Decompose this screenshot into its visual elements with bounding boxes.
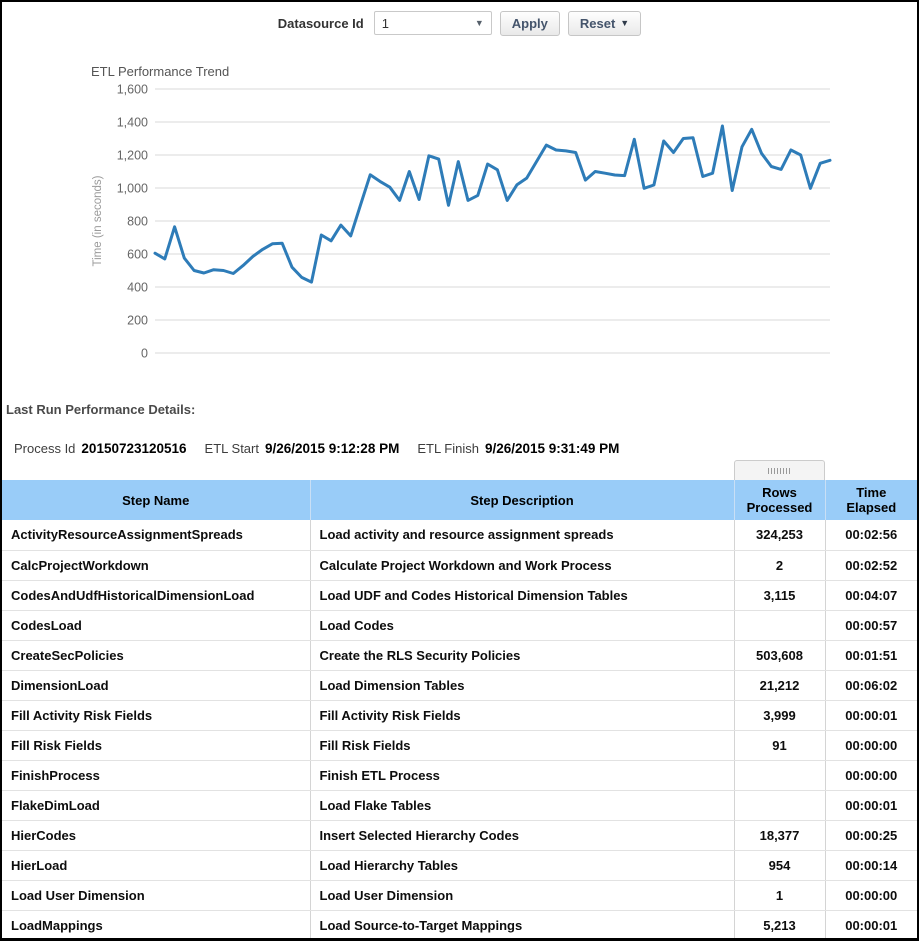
y-axis-tick-label: 1,600 [116, 82, 148, 97]
etl-finish-label: ETL Finish [417, 441, 479, 456]
apply-button[interactable] [500, 11, 560, 36]
y-axis-tick-label: 1,200 [116, 148, 148, 163]
cell-time-elapsed: 00:00:01 [825, 910, 917, 940]
cell-time-elapsed: 00:00:00 [825, 880, 917, 910]
cell-description: Load activity and resource assignment spreads [310, 520, 734, 550]
trend-line-series [155, 126, 830, 282]
process-id-label: Process Id [14, 441, 76, 456]
cell-rows-processed: 18,377 [734, 820, 825, 850]
column-header-time-elapsed[interactable]: Time Elapsed [825, 480, 917, 520]
cell-time-elapsed: 00:00:01 [825, 700, 917, 730]
cell-rows-processed: 1 [734, 880, 825, 910]
cell-rows-processed: 3,999 [734, 700, 825, 730]
cell-name: Fill Risk Fields [2, 730, 310, 760]
cell-time-elapsed: 00:00:14 [825, 850, 917, 880]
table-row [2, 880, 917, 910]
cell-description: Load UDF and Codes Historical Dimension Tables [310, 580, 734, 610]
cell-rows-processed [734, 760, 825, 790]
table-row [2, 820, 917, 850]
column-header-rows-processed[interactable]: Rows Processed [734, 480, 825, 520]
cell-rows-processed: 21,212 [734, 670, 825, 700]
table-row [2, 520, 917, 550]
cell-description: Load Dimension Tables [310, 670, 734, 700]
cell-name: CalcProjectWorkdown [2, 550, 310, 580]
cell-time-elapsed: 00:02:56 [825, 520, 917, 550]
column-drag-handle-icon[interactable] [734, 460, 825, 480]
cell-name: DimensionLoad [2, 670, 310, 700]
cell-rows-processed: 5,213 [734, 910, 825, 940]
last-run-details-heading: Last Run Performance Details: [6, 402, 196, 417]
cell-name: Load User Dimension [2, 880, 310, 910]
y-axis-tick-label: 200 [127, 313, 148, 328]
y-axis-tick-label: 1,400 [116, 115, 148, 130]
table-row [2, 790, 917, 820]
datasource-id-label: Datasource Id [277, 15, 364, 31]
reset-button[interactable] [568, 11, 641, 36]
cell-name: CodesAndUdfHistoricalDimensionLoad [2, 580, 310, 610]
cell-name: CodesLoad [2, 610, 310, 640]
filter-bar [2, 2, 917, 40]
cell-rows-processed: 503,608 [734, 640, 825, 670]
cell-name: HierLoad [2, 850, 310, 880]
cell-rows-processed: 3,115 [734, 580, 825, 610]
cell-rows-processed: 324,253 [734, 520, 825, 550]
cell-rows-processed [734, 790, 825, 820]
chart-title: ETL Performance Trend [91, 64, 230, 79]
datasource-select[interactable] [374, 11, 492, 35]
cell-time-elapsed: 00:00:01 [825, 790, 917, 820]
cell-time-elapsed: 00:04:07 [825, 580, 917, 610]
etl-finish-value: 9/26/2015 9:31:49 PM [484, 441, 620, 456]
cell-description: Load User Dimension [310, 880, 734, 910]
cell-name: ActivityResourceAssignmentSpreads [2, 520, 310, 550]
y-axis-tick-label: 1,000 [116, 181, 148, 196]
table-row [2, 670, 917, 700]
column-header-step-description[interactable]: Step Description [310, 480, 734, 520]
y-axis-tick-label: 600 [127, 247, 148, 262]
y-axis-label: Time (in seconds) [92, 175, 104, 267]
cell-time-elapsed: 00:00:00 [825, 760, 917, 790]
cell-name: CreateSecPolicies [2, 640, 310, 670]
y-axis-tick-label: 400 [127, 280, 148, 295]
table-header-row [2, 480, 917, 520]
cell-rows-processed: 2 [734, 550, 825, 580]
cell-name: Fill Activity Risk Fields [2, 700, 310, 730]
column-header-step-name[interactable]: Step Name [2, 480, 310, 520]
chevron-down-icon: ▼ [620, 18, 630, 28]
cell-rows-processed: 91 [734, 730, 825, 760]
table-row [2, 910, 917, 940]
cell-description: Insert Selected Hierarchy Codes [310, 820, 734, 850]
cell-description: Finish ETL Process [310, 760, 734, 790]
etl-trend-chart-section [2, 40, 917, 382]
etl-start-value: 9/26/2015 9:12:28 PM [264, 441, 400, 456]
table-row [2, 610, 917, 640]
datasource-select-value: 1 [381, 15, 389, 31]
steps-table [2, 480, 917, 941]
table-row [2, 850, 917, 880]
table-row [2, 760, 917, 790]
cell-time-elapsed: 00:00:57 [825, 610, 917, 640]
process-info-bar [2, 441, 917, 456]
cell-name: FinishProcess [2, 760, 310, 790]
cell-description: Calculate Project Workdown and Work Process [310, 550, 734, 580]
cell-rows-processed: 954 [734, 850, 825, 880]
cell-description: Fill Risk Fields [310, 730, 734, 760]
y-axis-tick-label: 0 [141, 346, 148, 361]
table-row [2, 700, 917, 730]
cell-name: LoadMappings [2, 910, 310, 940]
cell-description: Load Source-to-Target Mappings [310, 910, 734, 940]
etl-performance-trend-chart [2, 40, 917, 382]
grip-dots-icon [768, 468, 792, 474]
table-row [2, 640, 917, 670]
chevron-down-icon: ▼ [474, 18, 484, 28]
table-row [2, 730, 917, 760]
cell-time-elapsed: 00:06:02 [825, 670, 917, 700]
cell-time-elapsed: 00:00:25 [825, 820, 917, 850]
cell-description: Load Flake Tables [310, 790, 734, 820]
cell-description: Create the RLS Security Policies [310, 640, 734, 670]
table-row [2, 580, 917, 610]
reset-button-label: Reset [579, 15, 616, 31]
etl-start-label: ETL Start [204, 441, 259, 456]
apply-button-label: Apply [511, 15, 548, 31]
table-row [2, 550, 917, 580]
cell-description: Load Hierarchy Tables [310, 850, 734, 880]
cell-time-elapsed: 00:02:52 [825, 550, 917, 580]
cell-time-elapsed: 00:00:00 [825, 730, 917, 760]
cell-description: Fill Activity Risk Fields [310, 700, 734, 730]
steps-table-area [2, 460, 917, 941]
cell-name: FlakeDimLoad [2, 790, 310, 820]
cell-name: HierCodes [2, 820, 310, 850]
y-axis-tick-label: 800 [127, 214, 148, 229]
cell-description: Load Codes [310, 610, 734, 640]
cell-time-elapsed: 00:01:51 [825, 640, 917, 670]
process-id-value: 20150723120516 [81, 441, 187, 456]
cell-rows-processed [734, 610, 825, 640]
